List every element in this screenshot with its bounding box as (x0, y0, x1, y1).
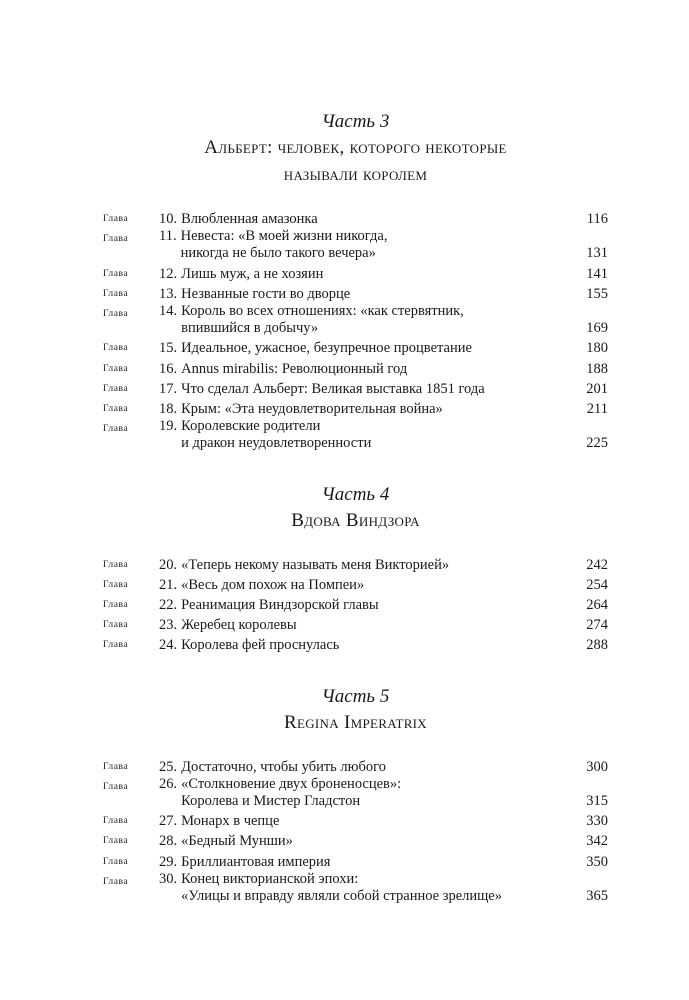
chapter-number: 11. (159, 228, 177, 245)
chapter-number: 28. (159, 833, 178, 850)
chapter-entry[interactable] (103, 554, 608, 574)
chapter-title-lines (181, 617, 297, 634)
chapter-label: Глава (103, 781, 129, 792)
chapter-number: 10. (159, 211, 178, 227)
chapter-title-line: Невеста: «В моей жизни никогда, (180, 228, 388, 245)
chapter-title (159, 871, 568, 905)
chapter-page-number: 201 (586, 380, 608, 397)
chapter-entry[interactable] (103, 398, 608, 418)
chapter-title-lines (181, 418, 371, 452)
chapter-title-lines (181, 759, 386, 776)
chapter-number: 21. (159, 576, 178, 593)
chapter-list (103, 554, 608, 655)
chapter-number: 14. (159, 303, 178, 320)
chapter-title-line: Реанимация Виндзорской главы (181, 597, 379, 614)
part-section (103, 110, 608, 453)
chapter-entry[interactable] (103, 614, 608, 634)
chapter-title (159, 340, 568, 357)
chapter-title (159, 637, 568, 654)
chapter-title-line: Бриллиантовая империя (181, 853, 331, 870)
chapter-title (159, 286, 568, 303)
chapter-title-line: Королева и Мистер Гладстон (181, 793, 361, 810)
chapter-label: Глава (103, 761, 129, 772)
chapter-number: 23. (159, 617, 178, 634)
chapter-entry[interactable] (103, 776, 608, 810)
chapter-entry[interactable] (103, 358, 608, 378)
chapter-number: 22. (159, 597, 178, 614)
chapter-title-lines (181, 361, 407, 378)
part-section (103, 483, 608, 655)
chapter-entry[interactable] (103, 283, 608, 303)
chapter-title-line: Лишь муж, а не хозяин (181, 265, 324, 282)
chapter-page-number: 155 (586, 285, 608, 302)
chapter-page-number: 242 (586, 556, 608, 573)
chapter-entry[interactable] (103, 208, 608, 228)
chapter-number: 16. (159, 360, 178, 377)
chapter-number: 18. (159, 401, 178, 418)
chapter-entry[interactable] (103, 830, 608, 850)
chapter-page-number: 264 (586, 597, 608, 614)
chapter-title-line: Крым: «Эта неудовлетворительная война» (181, 401, 443, 418)
chapter-number: 27. (159, 813, 178, 830)
chapter-label: Глава (103, 234, 129, 245)
chapter-title-lines (181, 557, 449, 574)
chapter-title (159, 813, 568, 830)
part-title: Альберт: человек, которого некоторые (204, 137, 507, 158)
chapter-title-line: «Бедный Мунши» (181, 833, 293, 850)
chapter-page-number: 315 (586, 793, 608, 810)
chapter-title-lines (181, 266, 323, 283)
chapter-label: Глава (103, 268, 129, 279)
chapter-title-lines (181, 286, 350, 303)
chapter-page-number: 288 (586, 637, 608, 654)
chapter-title (159, 418, 568, 452)
chapter-title-lines (181, 871, 502, 905)
chapter-title-line: Влюбленная амазонка (181, 211, 318, 227)
chapter-label: Глава (103, 559, 129, 570)
chapter-number: 30. (159, 870, 178, 887)
chapter-number: 20. (159, 556, 178, 573)
chapter-entry[interactable] (103, 337, 608, 357)
chapter-title-line: Незванные гости во дворце (181, 285, 351, 302)
chapter-title-line: Идеальное, ужасное, безупречное процветание (181, 340, 472, 357)
chapter-title (159, 854, 568, 871)
chapter-title-lines (181, 401, 443, 418)
chapter-title-line: «Улицы и вправду являли собой странное зрелище» (181, 888, 502, 905)
chapter-page-number: 141 (586, 265, 608, 282)
chapter-page-number: 300 (586, 758, 608, 775)
part-label: Часть 3 (321, 111, 390, 132)
chapter-title-line: Annus mirabilis: Революционный год (181, 360, 408, 377)
part-label: Часть 5 (321, 685, 390, 707)
chapter-label: Глава (103, 876, 129, 887)
chapter-label: Глава (103, 214, 129, 224)
chapter-page-number: 180 (586, 340, 608, 357)
chapter-title (159, 617, 568, 634)
chapter-title-lines (181, 303, 464, 337)
part-title: Regina Imperatrix (284, 711, 427, 733)
chapter-page-number: 188 (586, 360, 608, 377)
chapter-title (159, 381, 568, 398)
chapter-title (159, 776, 568, 810)
chapter-title-lines (181, 381, 485, 398)
chapter-label: Глава (103, 383, 129, 394)
chapter-label: Глава (103, 424, 129, 435)
chapter-list (103, 756, 608, 906)
chapter-entry[interactable] (103, 634, 608, 654)
chapter-title (159, 211, 568, 228)
chapter-title (159, 401, 568, 418)
chapter-number: 15. (159, 340, 178, 357)
chapter-entry[interactable] (103, 378, 608, 398)
chapter-label: Глава (103, 856, 129, 867)
chapter-title-lines (181, 813, 279, 830)
chapter-entry[interactable] (103, 851, 608, 871)
chapter-title-lines (181, 776, 401, 810)
part-title: называли королем (283, 164, 428, 185)
chapter-entry[interactable] (103, 263, 608, 283)
chapter-page-number: 169 (586, 320, 608, 337)
chapter-page-number: 274 (586, 617, 608, 634)
chapter-number: 17. (159, 380, 178, 397)
chapter-entry[interactable] (103, 810, 608, 830)
chapter-page-number: 365 (586, 888, 608, 905)
chapter-title-line: никогда не было такого вечера» (180, 245, 376, 262)
chapter-label: Глава (103, 343, 129, 354)
chapter-title-line: Достаточно, чтобы убить любого (181, 758, 386, 775)
chapter-entry[interactable] (103, 574, 608, 594)
chapter-label: Глава (103, 816, 129, 827)
chapter-title-lines (181, 854, 330, 871)
chapter-title-line: Король во всех отношениях: «как стервятник, (181, 303, 464, 320)
chapter-list (103, 208, 608, 453)
chapter-label: Глава (103, 309, 129, 320)
chapter-label: Глава (103, 404, 129, 415)
chapter-title-lines (181, 637, 339, 654)
part-label: Часть 4 (321, 483, 390, 505)
chapter-title-line: «Столкновение двух броненосцев»: (181, 775, 402, 792)
chapter-number: 29. (159, 853, 178, 870)
chapter-title-line: Монарх в чепце (181, 813, 280, 830)
part-title: Вдова Виндзора (291, 509, 420, 531)
chapter-page-number: 254 (586, 576, 608, 593)
chapter-entry[interactable] (103, 594, 608, 614)
chapter-title (159, 597, 568, 614)
chapter-number: 13. (159, 285, 178, 302)
chapter-title-line: Жеребец королевы (181, 617, 297, 634)
chapter-page-number: 131 (586, 245, 608, 262)
chapter-label: Глава (103, 363, 129, 374)
chapter-label: Глава (103, 620, 129, 631)
chapter-entry[interactable] (103, 756, 608, 776)
chapter-title (159, 557, 568, 574)
chapter-title (159, 361, 568, 378)
chapter-label: Глава (103, 600, 129, 611)
chapter-label: Глава (103, 640, 129, 651)
chapter-entry[interactable] (103, 418, 608, 452)
chapter-title-line: «Весь дом похож на Помпеи» (181, 576, 365, 593)
chapter-number: 25. (159, 758, 178, 775)
chapter-entry[interactable] (103, 228, 608, 262)
chapter-title (159, 833, 568, 850)
chapter-label: Глава (103, 579, 129, 590)
chapter-page-number: 330 (586, 813, 608, 830)
chapter-page-number: 342 (586, 833, 608, 850)
chapter-title (159, 577, 568, 594)
chapter-title-line: Конец викторианской эпохи: (181, 870, 359, 887)
chapter-title-line: «Теперь некому называть меня Викторией» (181, 556, 450, 573)
chapter-title (159, 228, 568, 262)
chapter-title-line: Что сделал Альберт: Великая выставка 1851 года (181, 380, 485, 397)
chapter-page-number: 116 (586, 211, 608, 227)
chapter-title (159, 266, 568, 283)
chapter-number: 12. (159, 265, 178, 282)
chapter-page-number: 350 (586, 853, 608, 870)
chapter-number: 19. (159, 418, 178, 435)
chapter-number: 26. (159, 775, 178, 792)
chapter-label: Глава (103, 288, 129, 299)
chapter-entry[interactable] (103, 303, 608, 337)
chapter-page-number: 211 (586, 401, 608, 418)
chapter-title-line: Королевские родители (181, 418, 321, 435)
chapter-title-lines (181, 597, 379, 614)
chapter-title-line: впившийся в добычу» (181, 320, 319, 337)
chapter-title-lines (181, 340, 472, 357)
chapter-entry[interactable] (103, 871, 608, 905)
chapter-title-lines (181, 228, 388, 262)
chapter-title-lines (181, 211, 318, 228)
chapter-label: Глава (103, 836, 129, 847)
chapter-title-line: Королева фей проснулась (181, 637, 340, 654)
chapter-title (159, 303, 568, 337)
chapter-number: 24. (159, 637, 178, 654)
table-of-contents (103, 110, 608, 935)
part-section (103, 685, 608, 906)
chapter-title-lines (181, 833, 293, 850)
chapter-title-lines (181, 577, 364, 594)
chapter-page-number: 225 (586, 435, 608, 452)
chapter-title (159, 759, 568, 776)
chapter-title-line: и дракон неудовлетворенности (181, 435, 372, 452)
